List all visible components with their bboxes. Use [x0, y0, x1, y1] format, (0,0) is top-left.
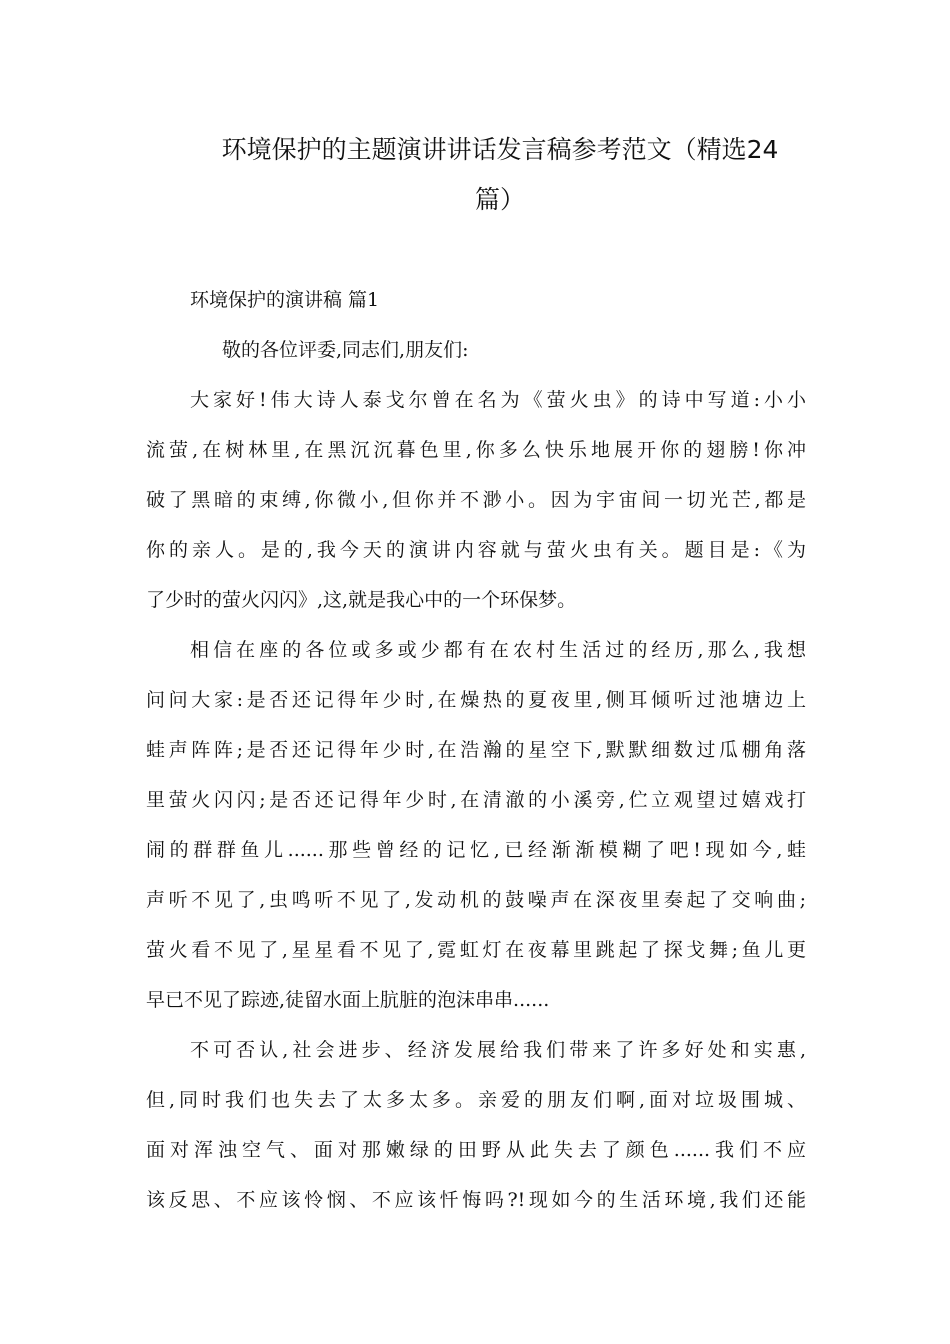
- document-title-line-2: 篇）: [474, 185, 525, 214]
- paragraph-line: 流萤,在树林里,在黑沉沉暮色里,你多么快乐地展开你的翅膀!你冲: [146, 439, 806, 461]
- paragraph-line: 萤火看不见了,星星看不见了,霓虹灯在夜幕里跳起了探戈舞;鱼儿更: [146, 939, 806, 961]
- paragraph-line: 破了黑暗的束缚,你微小,但你并不渺小。因为宇宙间一切光芒,都是: [146, 489, 806, 511]
- paragraph-line: 了少时的萤火闪闪》,这,就是我心中的一个环保梦。: [146, 589, 577, 611]
- paragraph-line: 面对浑浊空气、面对那嫩绿的田野从此失去了颜色......我们不应: [146, 1139, 806, 1161]
- paragraph-line: 该反思、不应该怜悯、不应该忏悔吗?!现如今的生活环境,我们还能: [146, 1189, 806, 1211]
- paragraph-line: 但,同时我们也失去了太多太多。亲爱的朋友们啊,面对垃圾围城、: [146, 1089, 806, 1111]
- salutation: 敬的各位评委,同志们,朋友们:: [222, 339, 469, 361]
- paragraph-line: 问问大家:是否还记得年少时,在燥热的夏夜里,侧耳倾听过池塘边上: [146, 689, 806, 711]
- document-title-line-1: 环境保护的主题演讲讲话发言稿参考范文（精选24: [221, 135, 779, 164]
- paragraph-line: 不可否认,社会进步、经济发展给我们带来了许多好处和实惠,: [190, 1039, 806, 1061]
- paragraph-line: 里萤火闪闪;是否还记得年少时,在清澈的小溪旁,伫立观望过嬉戏打: [146, 789, 806, 811]
- paragraph-line: 闹的群群鱼儿......那些曾经的记忆,已经渐渐模糊了吧!现如今,蛙: [146, 839, 806, 861]
- paragraph-line: 声听不见了,虫鸣听不见了,发动机的鼓噪声在深夜里奏起了交响曲;: [146, 889, 806, 911]
- section-heading: 环境保护的演讲稿 篇1: [190, 289, 380, 311]
- paragraph-line: 你的亲人。是的,我今天的演讲内容就与萤火虫有关。题目是:《为: [146, 539, 806, 561]
- paragraph-line: 早已不见了踪迹,徒留水面上肮脏的泡沫串串......: [146, 989, 550, 1011]
- paragraph-line: 大家好!伟大诗人泰戈尔曾在名为《萤火虫》的诗中写道:小小: [190, 389, 806, 411]
- paragraph-line: 相信在座的各位或多或少都有在农村生活过的经历,那么,我想: [190, 639, 806, 661]
- paragraph-line: 蛙声阵阵;是否还记得年少时,在浩瀚的星空下,默默细数过瓜棚角落: [146, 739, 806, 761]
